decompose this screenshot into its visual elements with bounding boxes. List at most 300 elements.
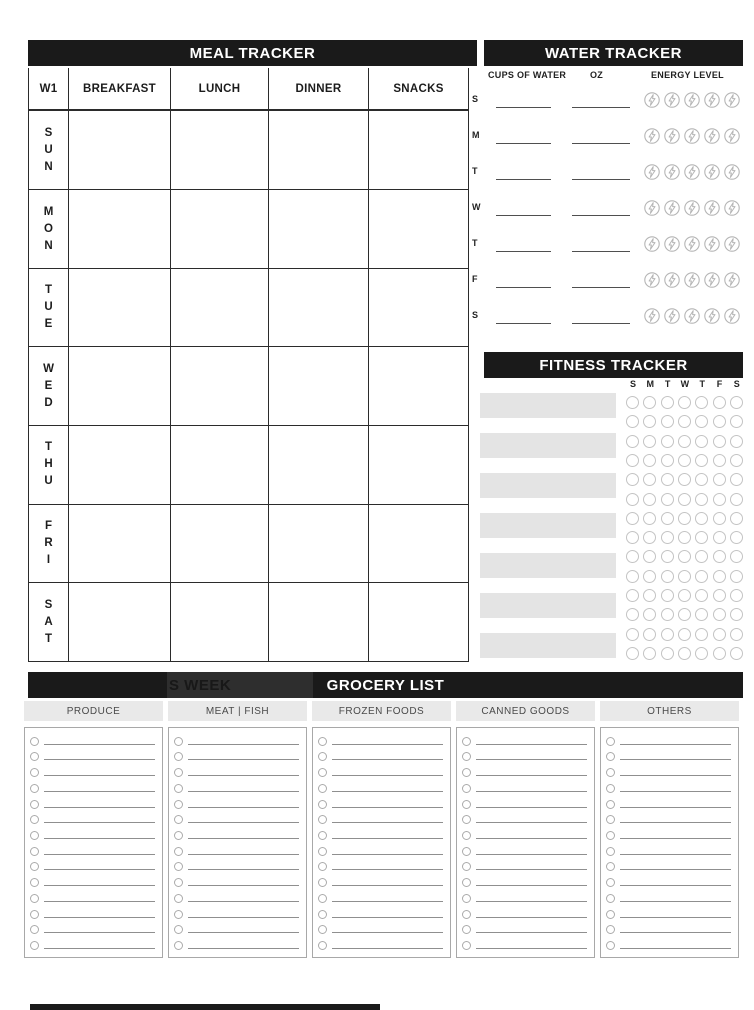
lightning-circle-icon[interactable]	[704, 200, 720, 216]
fitness-check-circle[interactable]	[713, 493, 726, 506]
grocery-item-row[interactable]	[313, 828, 450, 841]
grocery-item-row[interactable]	[313, 891, 450, 904]
lightning-circle-icon[interactable]	[664, 272, 680, 288]
grocery-item-row[interactable]	[169, 891, 306, 904]
item-entry-line[interactable]	[620, 822, 731, 823]
item-entry-line[interactable]	[188, 791, 299, 792]
grocery-item-row[interactable]	[457, 875, 594, 888]
item-entry-line[interactable]	[332, 901, 443, 902]
grocery-item-row[interactable]	[457, 844, 594, 857]
cups-entry-line[interactable]	[496, 143, 551, 144]
item-check-circle[interactable]	[30, 784, 39, 793]
fitness-check-circle[interactable]	[730, 570, 743, 583]
meal-entry-cell[interactable]	[369, 426, 469, 505]
item-entry-line[interactable]	[188, 885, 299, 886]
oz-entry-line[interactable]	[572, 107, 630, 108]
fitness-check-circle[interactable]	[661, 628, 674, 641]
grocery-item-row[interactable]	[601, 844, 738, 857]
grocery-item-row[interactable]	[25, 907, 162, 920]
lightning-circle-icon[interactable]	[664, 308, 680, 324]
grocery-item-row[interactable]	[601, 859, 738, 872]
oz-entry-line[interactable]	[572, 215, 630, 216]
grocery-item-row[interactable]	[25, 844, 162, 857]
item-entry-line[interactable]	[44, 917, 155, 918]
item-entry-line[interactable]	[476, 885, 587, 886]
lightning-circle-icon[interactable]	[644, 272, 660, 288]
item-check-circle[interactable]	[606, 878, 615, 887]
lightning-circle-icon[interactable]	[704, 308, 720, 324]
fitness-check-circle[interactable]	[661, 608, 674, 621]
grocery-item-row[interactable]	[169, 734, 306, 747]
fitness-check-circle[interactable]	[643, 512, 656, 525]
meal-entry-cell[interactable]	[369, 268, 469, 347]
fitness-check-circle[interactable]	[626, 473, 639, 486]
meal-entry-cell[interactable]	[69, 504, 171, 583]
item-entry-line[interactable]	[188, 869, 299, 870]
item-check-circle[interactable]	[30, 910, 39, 919]
meal-entry-cell[interactable]	[269, 268, 369, 347]
fitness-check-circle[interactable]	[678, 435, 691, 448]
item-entry-line[interactable]	[44, 822, 155, 823]
item-check-circle[interactable]	[318, 894, 327, 903]
fitness-check-circle[interactable]	[695, 628, 708, 641]
fitness-check-circle[interactable]	[713, 608, 726, 621]
item-check-circle[interactable]	[30, 768, 39, 777]
fitness-check-circle[interactable]	[661, 493, 674, 506]
grocery-item-row[interactable]	[169, 875, 306, 888]
item-check-circle[interactable]	[318, 941, 327, 950]
grocery-item-row[interactable]	[457, 765, 594, 778]
item-check-circle[interactable]	[606, 941, 615, 950]
lightning-circle-icon[interactable]	[704, 128, 720, 144]
fitness-check-circle[interactable]	[626, 454, 639, 467]
meal-entry-cell[interactable]	[69, 190, 171, 269]
item-entry-line[interactable]	[476, 775, 587, 776]
item-check-circle[interactable]	[462, 894, 471, 903]
item-entry-line[interactable]	[332, 775, 443, 776]
grocery-item-row[interactable]	[601, 922, 738, 935]
lightning-circle-icon[interactable]	[664, 92, 680, 108]
item-check-circle[interactable]	[462, 862, 471, 871]
oz-entry-line[interactable]	[572, 251, 630, 252]
fitness-check-circle[interactable]	[730, 454, 743, 467]
item-entry-line[interactable]	[620, 759, 731, 760]
item-entry-line[interactable]	[188, 822, 299, 823]
grocery-item-row[interactable]	[313, 875, 450, 888]
item-check-circle[interactable]	[318, 831, 327, 840]
grocery-item-row[interactable]	[313, 765, 450, 778]
meal-entry-cell[interactable]	[369, 347, 469, 426]
meal-entry-cell[interactable]	[171, 347, 269, 426]
grocery-item-row[interactable]	[169, 765, 306, 778]
lightning-circle-icon[interactable]	[644, 308, 660, 324]
activity-field[interactable]	[480, 553, 616, 578]
item-entry-line[interactable]	[332, 744, 443, 745]
fitness-check-circle[interactable]	[661, 647, 674, 660]
fitness-check-circle[interactable]	[661, 454, 674, 467]
activity-field[interactable]	[480, 593, 616, 618]
fitness-check-circle[interactable]	[643, 415, 656, 428]
lightning-circle-icon[interactable]	[644, 92, 660, 108]
grocery-item-row[interactable]	[25, 922, 162, 935]
lightning-circle-icon[interactable]	[704, 272, 720, 288]
meal-entry-cell[interactable]	[269, 583, 369, 662]
item-check-circle[interactable]	[174, 768, 183, 777]
fitness-check-circle[interactable]	[730, 628, 743, 641]
grocery-item-row[interactable]	[313, 844, 450, 857]
fitness-check-circle[interactable]	[643, 570, 656, 583]
fitness-check-circle[interactable]	[695, 435, 708, 448]
item-entry-line[interactable]	[476, 791, 587, 792]
item-entry-line[interactable]	[332, 917, 443, 918]
fitness-check-circle[interactable]	[626, 531, 639, 544]
item-check-circle[interactable]	[174, 831, 183, 840]
fitness-check-circle[interactable]	[730, 435, 743, 448]
fitness-check-circle[interactable]	[713, 396, 726, 409]
item-check-circle[interactable]	[174, 894, 183, 903]
lightning-circle-icon[interactable]	[664, 164, 680, 180]
fitness-check-circle[interactable]	[678, 512, 691, 525]
item-entry-line[interactable]	[44, 932, 155, 933]
fitness-check-circle[interactable]	[730, 512, 743, 525]
grocery-item-row[interactable]	[25, 797, 162, 810]
grocery-item-row[interactable]	[25, 875, 162, 888]
fitness-check-circle[interactable]	[643, 647, 656, 660]
item-check-circle[interactable]	[318, 878, 327, 887]
item-entry-line[interactable]	[188, 948, 299, 949]
item-check-circle[interactable]	[462, 784, 471, 793]
lightning-circle-icon[interactable]	[724, 236, 740, 252]
item-entry-line[interactable]	[44, 807, 155, 808]
fitness-check-circle[interactable]	[730, 647, 743, 660]
item-entry-line[interactable]	[188, 744, 299, 745]
item-entry-line[interactable]	[44, 744, 155, 745]
item-entry-line[interactable]	[332, 807, 443, 808]
item-check-circle[interactable]	[30, 800, 39, 809]
cups-entry-line[interactable]	[496, 251, 551, 252]
fitness-check-circle[interactable]	[626, 415, 639, 428]
item-entry-line[interactable]	[476, 917, 587, 918]
item-check-circle[interactable]	[462, 768, 471, 777]
fitness-check-circle[interactable]	[661, 570, 674, 583]
item-check-circle[interactable]	[318, 784, 327, 793]
item-entry-line[interactable]	[188, 759, 299, 760]
fitness-check-circle[interactable]	[713, 550, 726, 563]
grocery-item-row[interactable]	[25, 781, 162, 794]
item-check-circle[interactable]	[462, 941, 471, 950]
item-check-circle[interactable]	[30, 815, 39, 824]
fitness-check-circle[interactable]	[661, 473, 674, 486]
item-entry-line[interactable]	[620, 948, 731, 949]
fitness-check-circle[interactable]	[678, 647, 691, 660]
item-check-circle[interactable]	[318, 910, 327, 919]
activity-field[interactable]	[480, 393, 616, 418]
meal-entry-cell[interactable]	[69, 347, 171, 426]
item-entry-line[interactable]	[476, 854, 587, 855]
meal-entry-cell[interactable]	[69, 426, 171, 505]
activity-field[interactable]	[480, 633, 616, 658]
fitness-check-circle[interactable]	[695, 415, 708, 428]
item-entry-line[interactable]	[44, 759, 155, 760]
item-check-circle[interactable]	[30, 752, 39, 761]
fitness-check-circle[interactable]	[713, 647, 726, 660]
lightning-circle-icon[interactable]	[704, 164, 720, 180]
fitness-check-circle[interactable]	[626, 396, 639, 409]
fitness-check-circle[interactable]	[730, 493, 743, 506]
item-entry-line[interactable]	[332, 869, 443, 870]
fitness-check-circle[interactable]	[661, 531, 674, 544]
grocery-item-row[interactable]	[457, 812, 594, 825]
lightning-circle-icon[interactable]	[644, 236, 660, 252]
grocery-item-row[interactable]	[169, 781, 306, 794]
activity-field[interactable]	[480, 473, 616, 498]
item-entry-line[interactable]	[44, 885, 155, 886]
fitness-check-circle[interactable]	[730, 396, 743, 409]
item-check-circle[interactable]	[174, 737, 183, 746]
fitness-check-circle[interactable]	[695, 647, 708, 660]
item-check-circle[interactable]	[318, 752, 327, 761]
item-entry-line[interactable]	[188, 917, 299, 918]
fitness-check-circle[interactable]	[643, 589, 656, 602]
item-entry-line[interactable]	[620, 854, 731, 855]
meal-entry-cell[interactable]	[69, 110, 171, 189]
fitness-check-circle[interactable]	[695, 454, 708, 467]
item-entry-line[interactable]	[44, 901, 155, 902]
item-check-circle[interactable]	[606, 831, 615, 840]
fitness-check-circle[interactable]	[643, 454, 656, 467]
fitness-check-circle[interactable]	[695, 550, 708, 563]
fitness-check-circle[interactable]	[713, 531, 726, 544]
fitness-check-circle[interactable]	[713, 628, 726, 641]
fitness-check-circle[interactable]	[643, 396, 656, 409]
fitness-check-circle[interactable]	[730, 415, 743, 428]
fitness-check-circle[interactable]	[678, 570, 691, 583]
grocery-item-row[interactable]	[169, 922, 306, 935]
item-entry-line[interactable]	[332, 932, 443, 933]
fitness-check-circle[interactable]	[730, 473, 743, 486]
fitness-check-circle[interactable]	[713, 435, 726, 448]
grocery-item-row[interactable]	[457, 907, 594, 920]
meal-entry-cell[interactable]	[69, 583, 171, 662]
item-entry-line[interactable]	[188, 775, 299, 776]
item-entry-line[interactable]	[188, 807, 299, 808]
item-entry-line[interactable]	[620, 838, 731, 839]
grocery-item-row[interactable]	[601, 797, 738, 810]
item-entry-line[interactable]	[332, 948, 443, 949]
lightning-circle-icon[interactable]	[684, 200, 700, 216]
item-check-circle[interactable]	[462, 910, 471, 919]
fitness-check-circle[interactable]	[626, 608, 639, 621]
fitness-check-circle[interactable]	[713, 589, 726, 602]
grocery-item-row[interactable]	[169, 938, 306, 951]
lightning-circle-icon[interactable]	[724, 164, 740, 180]
lightning-circle-icon[interactable]	[664, 128, 680, 144]
grocery-item-row[interactable]	[457, 781, 594, 794]
item-check-circle[interactable]	[30, 862, 39, 871]
grocery-item-row[interactable]	[313, 781, 450, 794]
fitness-check-circle[interactable]	[626, 550, 639, 563]
item-entry-line[interactable]	[620, 775, 731, 776]
grocery-item-row[interactable]	[457, 859, 594, 872]
item-check-circle[interactable]	[30, 925, 39, 934]
item-check-circle[interactable]	[318, 800, 327, 809]
grocery-item-row[interactable]	[457, 749, 594, 762]
fitness-check-circle[interactable]	[661, 512, 674, 525]
fitness-check-circle[interactable]	[643, 531, 656, 544]
lightning-circle-icon[interactable]	[684, 92, 700, 108]
grocery-item-row[interactable]	[601, 875, 738, 888]
item-check-circle[interactable]	[606, 737, 615, 746]
item-check-circle[interactable]	[174, 847, 183, 856]
oz-entry-line[interactable]	[572, 179, 630, 180]
fitness-check-circle[interactable]	[626, 435, 639, 448]
fitness-check-circle[interactable]	[678, 493, 691, 506]
item-check-circle[interactable]	[318, 847, 327, 856]
fitness-check-circle[interactable]	[713, 570, 726, 583]
item-entry-line[interactable]	[476, 901, 587, 902]
grocery-item-row[interactable]	[457, 734, 594, 747]
fitness-check-circle[interactable]	[643, 435, 656, 448]
item-check-circle[interactable]	[30, 831, 39, 840]
item-check-circle[interactable]	[318, 925, 327, 934]
item-check-circle[interactable]	[174, 752, 183, 761]
lightning-circle-icon[interactable]	[644, 128, 660, 144]
grocery-item-row[interactable]	[169, 828, 306, 841]
grocery-item-row[interactable]	[25, 765, 162, 778]
item-entry-line[interactable]	[620, 869, 731, 870]
fitness-check-circle[interactable]	[678, 454, 691, 467]
meal-entry-cell[interactable]	[369, 583, 469, 662]
item-check-circle[interactable]	[30, 941, 39, 950]
item-check-circle[interactable]	[606, 894, 615, 903]
item-check-circle[interactable]	[174, 910, 183, 919]
fitness-check-circle[interactable]	[626, 647, 639, 660]
item-check-circle[interactable]	[606, 800, 615, 809]
fitness-check-circle[interactable]	[695, 493, 708, 506]
lightning-circle-icon[interactable]	[664, 200, 680, 216]
lightning-circle-icon[interactable]	[724, 128, 740, 144]
fitness-check-circle[interactable]	[713, 512, 726, 525]
item-check-circle[interactable]	[606, 925, 615, 934]
lightning-circle-icon[interactable]	[684, 128, 700, 144]
grocery-item-row[interactable]	[313, 734, 450, 747]
cups-entry-line[interactable]	[496, 323, 551, 324]
lightning-circle-icon[interactable]	[724, 308, 740, 324]
fitness-check-circle[interactable]	[713, 454, 726, 467]
lightning-circle-icon[interactable]	[644, 200, 660, 216]
item-entry-line[interactable]	[44, 948, 155, 949]
fitness-check-circle[interactable]	[678, 396, 691, 409]
item-check-circle[interactable]	[30, 737, 39, 746]
fitness-check-circle[interactable]	[661, 550, 674, 563]
grocery-item-row[interactable]	[457, 938, 594, 951]
item-check-circle[interactable]	[30, 847, 39, 856]
fitness-check-circle[interactable]	[678, 415, 691, 428]
item-check-circle[interactable]	[462, 815, 471, 824]
meal-entry-cell[interactable]	[269, 110, 369, 189]
grocery-item-row[interactable]	[169, 907, 306, 920]
grocery-item-row[interactable]	[457, 891, 594, 904]
lightning-circle-icon[interactable]	[684, 164, 700, 180]
item-check-circle[interactable]	[462, 847, 471, 856]
meal-entry-cell[interactable]	[369, 504, 469, 583]
meal-entry-cell[interactable]	[171, 268, 269, 347]
item-entry-line[interactable]	[188, 901, 299, 902]
item-check-circle[interactable]	[606, 815, 615, 824]
item-entry-line[interactable]	[188, 838, 299, 839]
fitness-check-circle[interactable]	[678, 531, 691, 544]
grocery-item-row[interactable]	[313, 749, 450, 762]
fitness-check-circle[interactable]	[643, 493, 656, 506]
item-check-circle[interactable]	[174, 815, 183, 824]
lightning-circle-icon[interactable]	[724, 272, 740, 288]
grocery-item-row[interactable]	[457, 828, 594, 841]
item-entry-line[interactable]	[332, 838, 443, 839]
item-check-circle[interactable]	[174, 784, 183, 793]
fitness-check-circle[interactable]	[643, 473, 656, 486]
item-check-circle[interactable]	[318, 737, 327, 746]
fitness-check-circle[interactable]	[713, 415, 726, 428]
fitness-check-circle[interactable]	[695, 531, 708, 544]
grocery-item-row[interactable]	[313, 907, 450, 920]
fitness-check-circle[interactable]	[730, 589, 743, 602]
item-check-circle[interactable]	[462, 800, 471, 809]
activity-field[interactable]	[480, 513, 616, 538]
item-entry-line[interactable]	[620, 932, 731, 933]
item-check-circle[interactable]	[462, 878, 471, 887]
fitness-check-circle[interactable]	[678, 589, 691, 602]
meal-entry-cell[interactable]	[171, 110, 269, 189]
grocery-item-row[interactable]	[169, 812, 306, 825]
item-entry-line[interactable]	[620, 791, 731, 792]
item-check-circle[interactable]	[174, 862, 183, 871]
meal-entry-cell[interactable]	[171, 190, 269, 269]
fitness-check-circle[interactable]	[626, 512, 639, 525]
fitness-check-circle[interactable]	[713, 473, 726, 486]
item-check-circle[interactable]	[318, 862, 327, 871]
item-entry-line[interactable]	[476, 948, 587, 949]
item-check-circle[interactable]	[462, 831, 471, 840]
cups-entry-line[interactable]	[496, 215, 551, 216]
item-check-circle[interactable]	[174, 878, 183, 887]
grocery-item-row[interactable]	[601, 765, 738, 778]
grocery-item-row[interactable]	[601, 828, 738, 841]
lightning-circle-icon[interactable]	[724, 200, 740, 216]
fitness-check-circle[interactable]	[661, 435, 674, 448]
fitness-check-circle[interactable]	[730, 608, 743, 621]
item-entry-line[interactable]	[476, 807, 587, 808]
fitness-check-circle[interactable]	[695, 396, 708, 409]
fitness-check-circle[interactable]	[678, 608, 691, 621]
lightning-circle-icon[interactable]	[704, 236, 720, 252]
grocery-item-row[interactable]	[601, 781, 738, 794]
meal-entry-cell[interactable]	[269, 190, 369, 269]
item-entry-line[interactable]	[620, 744, 731, 745]
cups-entry-line[interactable]	[496, 287, 551, 288]
grocery-item-row[interactable]	[169, 797, 306, 810]
item-entry-line[interactable]	[44, 838, 155, 839]
grocery-item-row[interactable]	[457, 922, 594, 935]
grocery-item-row[interactable]	[313, 797, 450, 810]
item-check-circle[interactable]	[30, 894, 39, 903]
meal-entry-cell[interactable]	[369, 110, 469, 189]
fitness-check-circle[interactable]	[730, 531, 743, 544]
item-check-circle[interactable]	[174, 941, 183, 950]
item-entry-line[interactable]	[620, 901, 731, 902]
item-entry-line[interactable]	[620, 917, 731, 918]
fitness-check-circle[interactable]	[695, 512, 708, 525]
grocery-item-row[interactable]	[601, 938, 738, 951]
